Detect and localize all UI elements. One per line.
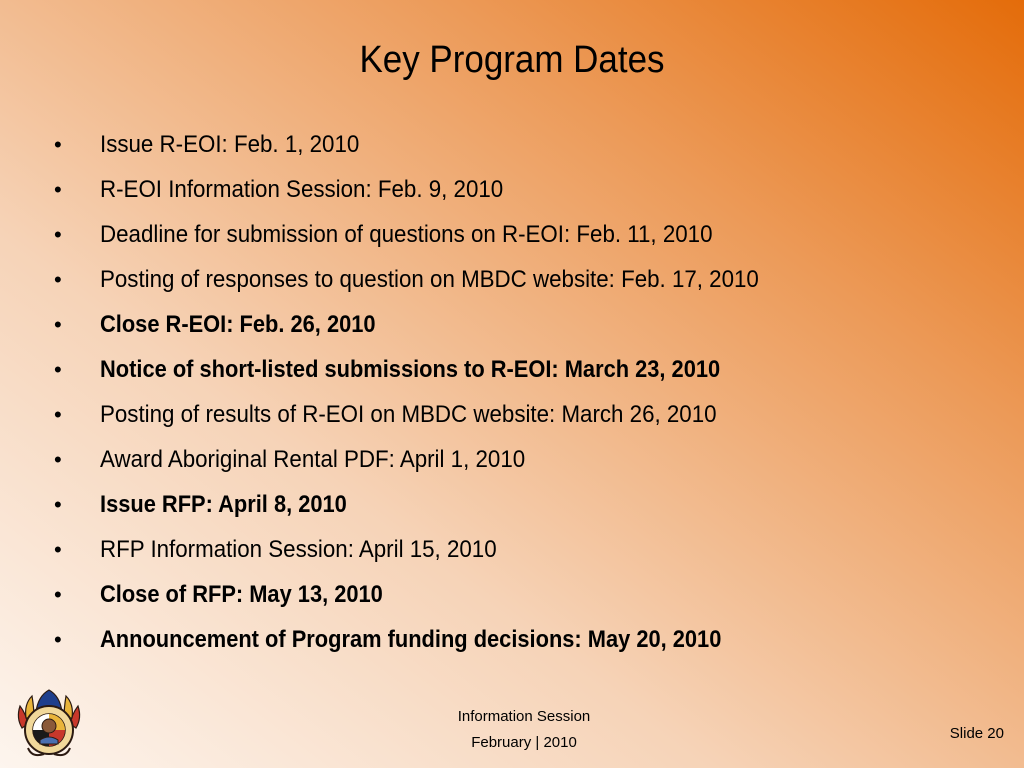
bullet-text: Notice of short-listed submissions to R-EOI: March 23, 2010 — [100, 356, 721, 383]
bullet-icon: • — [54, 312, 62, 337]
bullet-text: Issue R-EOI: Feb. 1, 2010 — [100, 131, 360, 158]
bullet-icon: • — [54, 357, 62, 382]
bullet-text: Posting of responses to question on MBDC website: Feb. 17, 2010 — [100, 266, 759, 293]
bullet-text: Award Aboriginal Rental PDF: April 1, 2010 — [100, 446, 526, 473]
bullet-icon: • — [54, 267, 62, 292]
bullet-icon: • — [54, 132, 62, 157]
bullet-icon: • — [54, 537, 62, 562]
bullet-text: Deadline for submission of questions on R-EOI: Feb. 11, 2010 — [100, 221, 713, 248]
bullet-item — [54, 212, 1014, 257]
bullet-text: Close of RFP: May 13, 2010 — [100, 581, 383, 608]
bullet-item — [54, 617, 1014, 662]
bullet-text: Posting of results of R-EOI on MBDC website: March 26, 2010 — [100, 401, 717, 428]
bullet-icon: • — [54, 222, 62, 247]
bullet-text: Issue RFP: April 8, 2010 — [100, 491, 347, 518]
bullet-text: R-EOI Information Session: Feb. 9, 2010 — [100, 176, 504, 203]
bullet-item — [54, 347, 1014, 392]
bullet-item — [54, 302, 1014, 347]
bullet-icon: • — [54, 402, 62, 427]
bullet-icon: • — [54, 177, 62, 202]
bullet-list — [54, 122, 1014, 662]
bullet-icon: • — [54, 582, 62, 607]
bullet-text: Close R-EOI: Feb. 26, 2010 — [100, 311, 376, 338]
footer-event — [424, 704, 624, 756]
bullet-icon: • — [54, 447, 62, 472]
bullet-item — [54, 527, 1014, 572]
bullet-item — [54, 257, 1014, 302]
bullet-text: RFP Information Session: April 15, 2010 — [100, 536, 497, 563]
aboriginal-logo-icon — [14, 688, 84, 760]
bullet-text: Announcement of Program funding decisions: May 20, 2010 — [100, 626, 722, 653]
bullet-item — [54, 437, 1014, 482]
slide-title: Key Program Dates — [359, 39, 665, 81]
bullet-item — [54, 122, 1014, 167]
bullet-item — [54, 572, 1014, 617]
bullet-item — [54, 482, 1014, 527]
slide-number: Slide 20 — [949, 725, 1004, 742]
bullet-item — [54, 167, 1014, 212]
footer-event-name: Information Session — [457, 708, 591, 725]
footer-event-date: February | 2010 — [471, 734, 577, 751]
bullet-item — [54, 392, 1014, 437]
bullet-icon: • — [54, 492, 62, 517]
bullet-icon: • — [54, 627, 62, 652]
